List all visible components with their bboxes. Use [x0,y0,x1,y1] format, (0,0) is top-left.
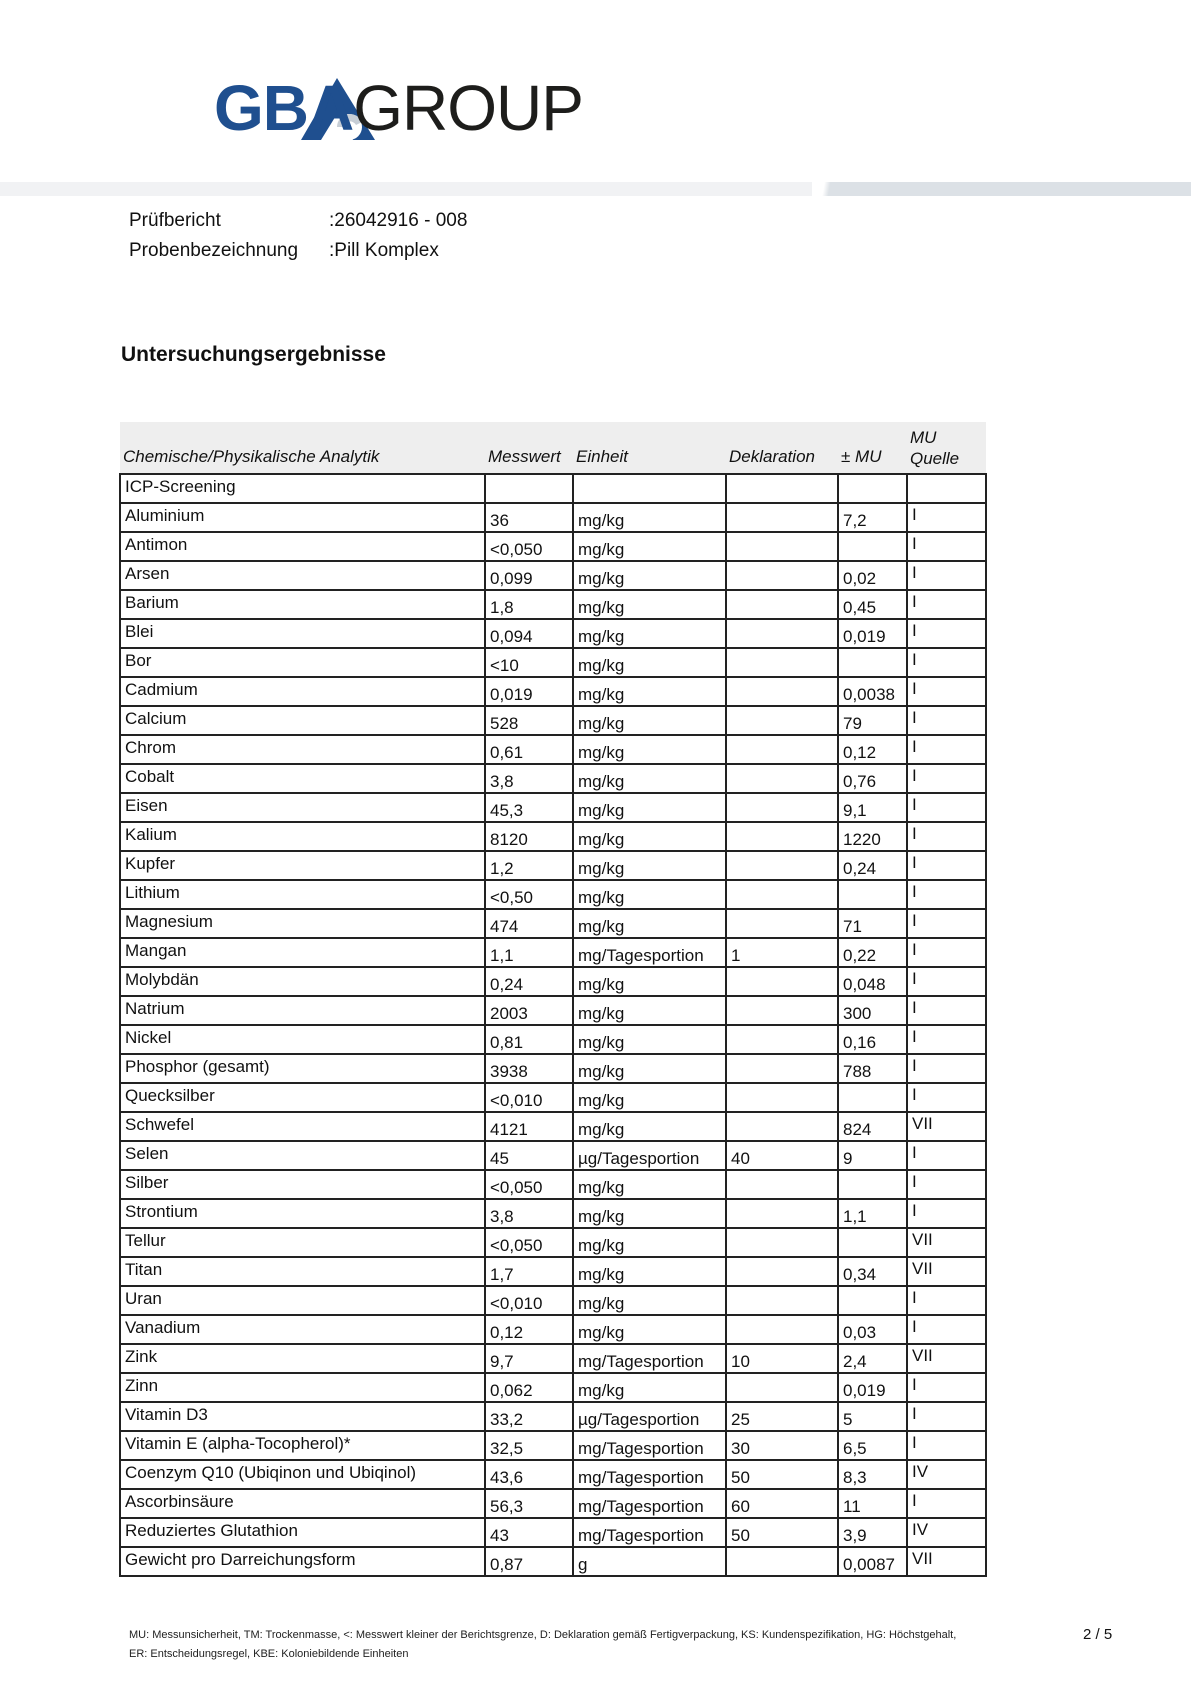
cell-analyte: Quecksilber [120,1083,485,1112]
cell-deklaration [726,764,838,793]
cell-messwert: 36 [485,503,573,532]
cell-mu: 0,03 [838,1315,907,1344]
cell-mu: 0,019 [838,619,907,648]
table-row [120,1141,986,1170]
cell-messwert: 9,7 [485,1344,573,1373]
cell-deklaration [726,532,838,561]
cell-messwert: 0,062 [485,1373,573,1402]
cell-messwert: 33,2 [485,1402,573,1431]
cell-mu: 11 [838,1489,907,1518]
table-row [120,1373,986,1402]
cell-mu-quelle: I [907,851,986,880]
cell-deklaration [726,1112,838,1141]
cell-messwert: 0,12 [485,1315,573,1344]
cell-mu-quelle: I [907,735,986,764]
cell-analyte: Zink [120,1344,485,1373]
cell-deklaration [726,1373,838,1402]
cell-analyte: Chrom [120,735,485,764]
cell-deklaration: 60 [726,1489,838,1518]
cell-einheit: mg/Tagesportion [573,1489,726,1518]
cell-messwert: 1,8 [485,590,573,619]
header-analytik: Chemische/Physikalische Analytik [120,422,485,474]
cell-mu-quelle: IV [907,1460,986,1489]
table-row [120,648,986,677]
cell-mu-quelle: I [907,967,986,996]
cell-analyte: Uran [120,1286,485,1315]
cell-mu-quelle: I [907,561,986,590]
cell-einheit: mg/kg [573,706,726,735]
cell-messwert: 0,019 [485,677,573,706]
cell-mu: 0,45 [838,590,907,619]
cell-mu [838,1228,907,1257]
table-row [120,1518,986,1547]
table-row [120,880,986,909]
cell-analyte: Cadmium [120,677,485,706]
cell-mu: 0,12 [838,735,907,764]
header-deklaration: Deklaration [726,422,838,474]
cell-mu-quelle: I [907,1170,986,1199]
probe-label: Probenbezeichnung [129,240,299,261]
table-row [120,619,986,648]
cell-analyte: Aluminium [120,503,485,532]
cell-mu [838,532,907,561]
table-row [120,1460,986,1489]
cell-deklaration: 10 [726,1344,838,1373]
logo-gba: GBA [214,72,354,144]
cell-mu-quelle: I [907,648,986,677]
table-row [120,1315,986,1344]
cell-messwert: <0,50 [485,880,573,909]
cell-mu: 79 [838,706,907,735]
cell-deklaration [726,648,838,677]
cell-einheit: mg/kg [573,793,726,822]
cell-mu-quelle: I [907,706,986,735]
cell-einheit: mg/kg [573,735,726,764]
footnote [129,1626,989,1664]
cell-messwert: <0,010 [485,1286,573,1315]
cell-deklaration: 25 [726,1402,838,1431]
cell-messwert: 1,2 [485,851,573,880]
cell-mu: 788 [838,1054,907,1083]
cell-mu: 0,24 [838,851,907,880]
cell-messwert [485,474,573,503]
cell-mu-quelle: I [907,677,986,706]
cell-analyte: Schwefel [120,1112,485,1141]
cell-messwert: 474 [485,909,573,938]
cell-analyte: Ascorbinsäure [120,1489,485,1518]
header-mu: ± MU [838,422,907,474]
cell-mu: 0,048 [838,967,907,996]
cell-deklaration [726,677,838,706]
cell-einheit: mg/kg [573,1054,726,1083]
cell-analyte: Cobalt [120,764,485,793]
cell-analyte: Eisen [120,793,485,822]
results-table [119,422,987,1577]
cell-einheit: mg/kg [573,1373,726,1402]
cell-einheit: mg/kg [573,1083,726,1112]
table-row [120,1199,986,1228]
cell-deklaration: 40 [726,1141,838,1170]
cell-messwert: 2003 [485,996,573,1025]
cell-mu-quelle [907,474,986,503]
cell-deklaration [726,1199,838,1228]
cell-mu: 0,019 [838,1373,907,1402]
cell-einheit: mg/kg [573,1025,726,1054]
table-row [120,1402,986,1431]
cell-analyte: Antimon [120,532,485,561]
cell-mu [838,1083,907,1112]
cell-deklaration [726,1025,838,1054]
cell-deklaration [726,474,838,503]
cell-einheit: mg/kg [573,880,726,909]
page-header [0,0,1191,196]
cell-einheit: mg/kg [573,503,726,532]
cell-mu: 0,0087 [838,1547,907,1576]
cell-einheit: g [573,1547,726,1576]
cell-deklaration [726,851,838,880]
cell-analyte: Mangan [120,938,485,967]
cell-analyte: Reduziertes Glutathion [120,1518,485,1547]
cell-messwert: 528 [485,706,573,735]
cell-analyte: Kalium [120,822,485,851]
cell-mu: 7,2 [838,503,907,532]
probe-row [129,236,467,266]
cell-einheit: mg/kg [573,648,726,677]
cell-einheit: mg/kg [573,1315,726,1344]
cell-mu: 9 [838,1141,907,1170]
table-row [120,561,986,590]
table-row [120,474,986,503]
cell-mu-quelle: I [907,996,986,1025]
cell-mu [838,880,907,909]
cell-mu-quelle: I [907,1141,986,1170]
cell-deklaration: 30 [726,1431,838,1460]
cell-messwert: 43 [485,1518,573,1547]
cell-mu: 1220 [838,822,907,851]
cell-analyte: Vitamin D3 [120,1402,485,1431]
cell-mu: 300 [838,996,907,1025]
cell-deklaration [726,822,838,851]
cell-deklaration [726,880,838,909]
cell-einheit: mg/kg [573,909,726,938]
cell-analyte: Bor [120,648,485,677]
cell-einheit: mg/kg [573,851,726,880]
cell-analyte: Phosphor (gesamt) [120,1054,485,1083]
cell-analyte: Zinn [120,1373,485,1402]
table-row [120,1025,986,1054]
cell-mu-quelle: I [907,1286,986,1315]
cell-analyte: Kupfer [120,851,485,880]
cell-einheit: mg/kg [573,764,726,793]
cell-mu-quelle: I [907,909,986,938]
cell-einheit: mg/kg [573,996,726,1025]
cell-messwert: 0,24 [485,967,573,996]
cell-messwert: 32,5 [485,1431,573,1460]
cell-mu-quelle: I [907,822,986,851]
cell-mu-quelle: VII [907,1228,986,1257]
cell-analyte: ICP-Screening [120,474,485,503]
table-row [120,938,986,967]
cell-mu: 71 [838,909,907,938]
cell-analyte: Tellur [120,1228,485,1257]
cell-messwert: 0,87 [485,1547,573,1576]
header-divider [0,182,1191,196]
cell-analyte: Vanadium [120,1315,485,1344]
cell-analyte: Magnesium [120,909,485,938]
cell-messwert: 1,1 [485,938,573,967]
cell-messwert: 0,61 [485,735,573,764]
cell-mu: 5 [838,1402,907,1431]
cell-einheit: mg/Tagesportion [573,1431,726,1460]
cell-messwert: 0,094 [485,619,573,648]
cell-deklaration [726,1083,838,1112]
table-row [120,1054,986,1083]
cell-mu-quelle: VII [907,1344,986,1373]
cell-mu: 0,16 [838,1025,907,1054]
report-meta [129,206,467,266]
table-row [120,706,986,735]
cell-mu: 0,0038 [838,677,907,706]
cell-messwert: <0,010 [485,1083,573,1112]
cell-einheit: mg/kg [573,561,726,590]
table-row [120,1431,986,1460]
cell-mu-quelle: I [907,1025,986,1054]
cell-mu: 2,4 [838,1344,907,1373]
cell-deklaration: 50 [726,1460,838,1489]
cell-deklaration: 50 [726,1518,838,1547]
cell-einheit: mg/Tagesportion [573,1344,726,1373]
cell-mu: 8,3 [838,1460,907,1489]
cell-messwert: 4121 [485,1112,573,1141]
table-row [120,793,986,822]
cell-messwert: 3,8 [485,1199,573,1228]
cell-deklaration [726,1286,838,1315]
cell-messwert: 0,099 [485,561,573,590]
cell-messwert: 8120 [485,822,573,851]
cell-mu-quelle: I [907,938,986,967]
cell-analyte: Arsen [120,561,485,590]
header-einheit: Einheit [573,422,726,474]
cell-mu-quelle: I [907,1402,986,1431]
cell-analyte: Coenzym Q10 (Ubiqinon und Ubiqinol) [120,1460,485,1489]
cell-messwert: 3938 [485,1054,573,1083]
cell-mu: 0,34 [838,1257,907,1286]
cell-einheit: mg/kg [573,677,726,706]
probe-value: :Pill Komplex [329,240,439,261]
table-row [120,909,986,938]
cell-einheit: µg/Tagesportion [573,1141,726,1170]
cell-messwert: 45 [485,1141,573,1170]
cell-mu [838,648,907,677]
cell-messwert: <10 [485,648,573,677]
cell-analyte: Molybdän [120,967,485,996]
table-header-row [120,422,986,474]
cell-deklaration: 1 [726,938,838,967]
cell-mu-quelle: IV [907,1518,986,1547]
cell-mu-quelle: I [907,1489,986,1518]
cell-mu: 0,76 [838,764,907,793]
table-row [120,1083,986,1112]
pruefbericht-value: :26042916 - 008 [329,210,468,231]
cell-mu [838,1286,907,1315]
cell-messwert: 45,3 [485,793,573,822]
cell-einheit: mg/kg [573,590,726,619]
cell-einheit: mg/Tagesportion [573,938,726,967]
cell-analyte: Calcium [120,706,485,735]
cell-analyte: Vitamin E (alpha-Tocopherol)* [120,1431,485,1460]
cell-mu-quelle: I [907,1373,986,1402]
cell-einheit: mg/kg [573,822,726,851]
cell-mu-quelle: I [907,793,986,822]
table-row [120,1228,986,1257]
header-messwert: Messwert [485,422,573,474]
cell-messwert: 56,3 [485,1489,573,1518]
cell-mu-quelle: I [907,503,986,532]
cell-deklaration [726,735,838,764]
results-body [120,474,986,1576]
section-title: Untersuchungsergebnisse [121,343,386,366]
cell-analyte: Blei [120,619,485,648]
cell-deklaration [726,793,838,822]
cell-mu: 824 [838,1112,907,1141]
table-row [120,1112,986,1141]
cell-einheit: mg/kg [573,1286,726,1315]
cell-deklaration [726,1228,838,1257]
cell-einheit: mg/kg [573,532,726,561]
cell-deklaration [726,706,838,735]
table-row [120,851,986,880]
cell-mu-quelle: I [907,1199,986,1228]
cell-mu-quelle: I [907,1431,986,1460]
page-number: 2 / 5 [1083,1626,1113,1643]
cell-messwert: 43,6 [485,1460,573,1489]
cell-mu-quelle: I [907,619,986,648]
table-row [120,967,986,996]
cell-einheit: mg/kg [573,1170,726,1199]
table-row [120,735,986,764]
cell-mu [838,1170,907,1199]
header-mu-quelle [907,422,986,474]
table-row [120,1257,986,1286]
cell-deklaration [726,1315,838,1344]
cell-mu-quelle: VII [907,1257,986,1286]
cell-einheit: mg/kg [573,1257,726,1286]
cell-einheit: mg/Tagesportion [573,1518,726,1547]
cell-einheit: mg/kg [573,1228,726,1257]
cell-einheit: mg/kg [573,967,726,996]
cell-messwert: <0,050 [485,1228,573,1257]
table-row [120,1489,986,1518]
cell-mu-quelle: I [907,880,986,909]
table-row [120,1344,986,1373]
cell-deklaration [726,1170,838,1199]
cell-deklaration [726,967,838,996]
cell-einheit: mg/kg [573,1199,726,1228]
cell-messwert: 1,7 [485,1257,573,1286]
cell-analyte: Silber [120,1170,485,1199]
cell-einheit [573,474,726,503]
table-row [120,1286,986,1315]
cell-messwert: <0,050 [485,532,573,561]
cell-mu: 1,1 [838,1199,907,1228]
cell-deklaration [726,561,838,590]
cell-deklaration [726,996,838,1025]
cell-mu-quelle: I [907,764,986,793]
footnote-line-1: MU: Messunsicherheit, TM: Trockenmasse, <: Messwert kleiner der Berichtsgrenze, D: Deklaration gemäß Fertigverpackung, KS: Kundenspezifikation, HG: Höchstgehalt, [129,1629,957,1641]
cell-mu-quelle: VII [907,1112,986,1141]
cell-einheit: mg/Tagesportion [573,1460,726,1489]
cell-einheit: mg/kg [573,619,726,648]
pruefbericht-label: Prüfbericht [129,210,221,231]
cell-mu-quelle: I [907,1054,986,1083]
cell-einheit: µg/Tagesportion [573,1402,726,1431]
cell-analyte: Lithium [120,880,485,909]
cell-analyte: Strontium [120,1199,485,1228]
cell-analyte: Gewicht pro Darreichungsform [120,1547,485,1576]
cell-deklaration [726,503,838,532]
cell-mu: 9,1 [838,793,907,822]
cell-messwert: <0,050 [485,1170,573,1199]
table-row [120,503,986,532]
table-row [120,1547,986,1576]
cell-mu [838,474,907,503]
cell-analyte: Barium [120,590,485,619]
cell-einheit: mg/kg [573,1112,726,1141]
header-mu-quelle-line1: MU [910,427,937,447]
logo-group: GROUP [353,72,583,144]
cell-mu-quelle: I [907,1083,986,1112]
table-row [120,590,986,619]
cell-mu-quelle: I [907,590,986,619]
cell-mu: 0,22 [838,938,907,967]
table-row [120,996,986,1025]
cell-analyte: Selen [120,1141,485,1170]
header-mu-quelle-line2: Quelle [910,448,960,468]
logo-wordmark [214,72,583,144]
cell-deklaration [726,619,838,648]
cell-deklaration [726,909,838,938]
cell-analyte: Natrium [120,996,485,1025]
cell-mu-quelle: VII [907,1547,986,1576]
table-row [120,677,986,706]
cell-mu: 0,02 [838,561,907,590]
cell-mu: 6,5 [838,1431,907,1460]
cell-mu-quelle: I [907,1315,986,1344]
table-row [120,532,986,561]
cell-mu-quelle: I [907,532,986,561]
table-row [120,1170,986,1199]
cell-analyte: Nickel [120,1025,485,1054]
cell-deklaration [726,590,838,619]
cell-messwert: 3,8 [485,764,573,793]
cell-deklaration [726,1547,838,1576]
pruefbericht-row [129,206,467,236]
table-row [120,822,986,851]
cell-deklaration [726,1054,838,1083]
table-row [120,764,986,793]
cell-deklaration [726,1257,838,1286]
footnote-line-2: ER: Entscheidungsregel, KBE: Koloniebildende Einheiten [129,1648,409,1660]
cell-analyte: Titan [120,1257,485,1286]
cell-messwert: 0,81 [485,1025,573,1054]
cell-mu: 3,9 [838,1518,907,1547]
